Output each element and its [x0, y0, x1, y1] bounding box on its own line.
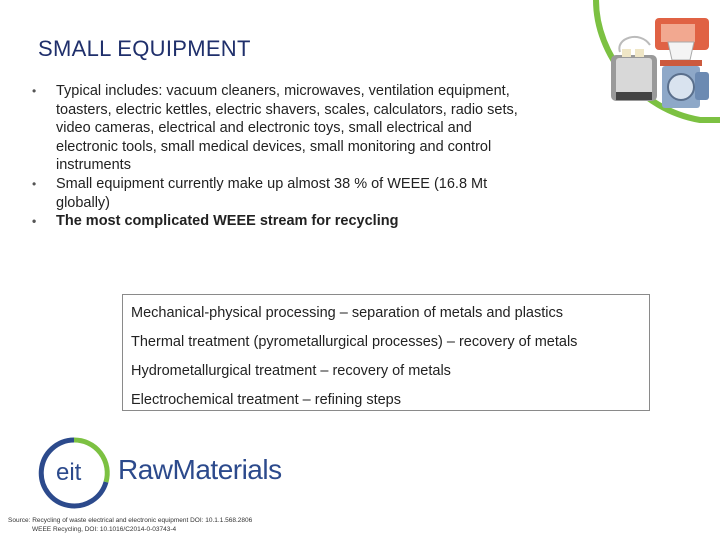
process-item-thermal: Thermal treatment (pyrometallurgical processes) – recovery of metals — [131, 334, 578, 350]
bullet-typical-items: • Typical includes: vacuum cleaners, microwaves, ventilation equipment, toasters, electric kettles, electric shavers, scales, calculators, radio sets, video cameras, electrical and electronic toys, small electrical and electronic tools, small medical devices, small monitoring and control instruments — [32, 82, 532, 175]
process-item-electrochemical: Electrochemical treatment – refining steps — [131, 392, 401, 408]
bullet-complicated-stream: • The most complicated WEEE stream for recycling — [32, 212, 532, 231]
process-item-mechanical: Mechanical-physical processing – separation of metals and plastics — [131, 305, 563, 321]
source-citation — [8, 516, 252, 534]
eit-logo-icon — [34, 436, 114, 510]
bullet-list — [32, 82, 532, 231]
process-item-hydrometallurgical: Hydrometallurgical treatment – recovery of metals — [131, 363, 451, 379]
source-line-1: Source: Recycling of waste electrical and electronic equipment DOI: 10.1.1.568.2806 — [8, 517, 253, 524]
bullet-weee-share: • Small equipment currently make up almost 38 % of WEEE (16.8 Mt globally) — [32, 175, 532, 212]
slide-title: SMALL EQUIPMENT — [38, 36, 251, 61]
source-line-2: WEEE Recycling, DOI: 10.1016/C2014-0-03743-4 — [32, 526, 177, 533]
brand-name: RawMaterials — [118, 454, 282, 485]
eit-logo-text: eit — [56, 459, 82, 486]
processes-box — [122, 294, 650, 411]
appliances-illustration-icon — [611, 18, 709, 108]
